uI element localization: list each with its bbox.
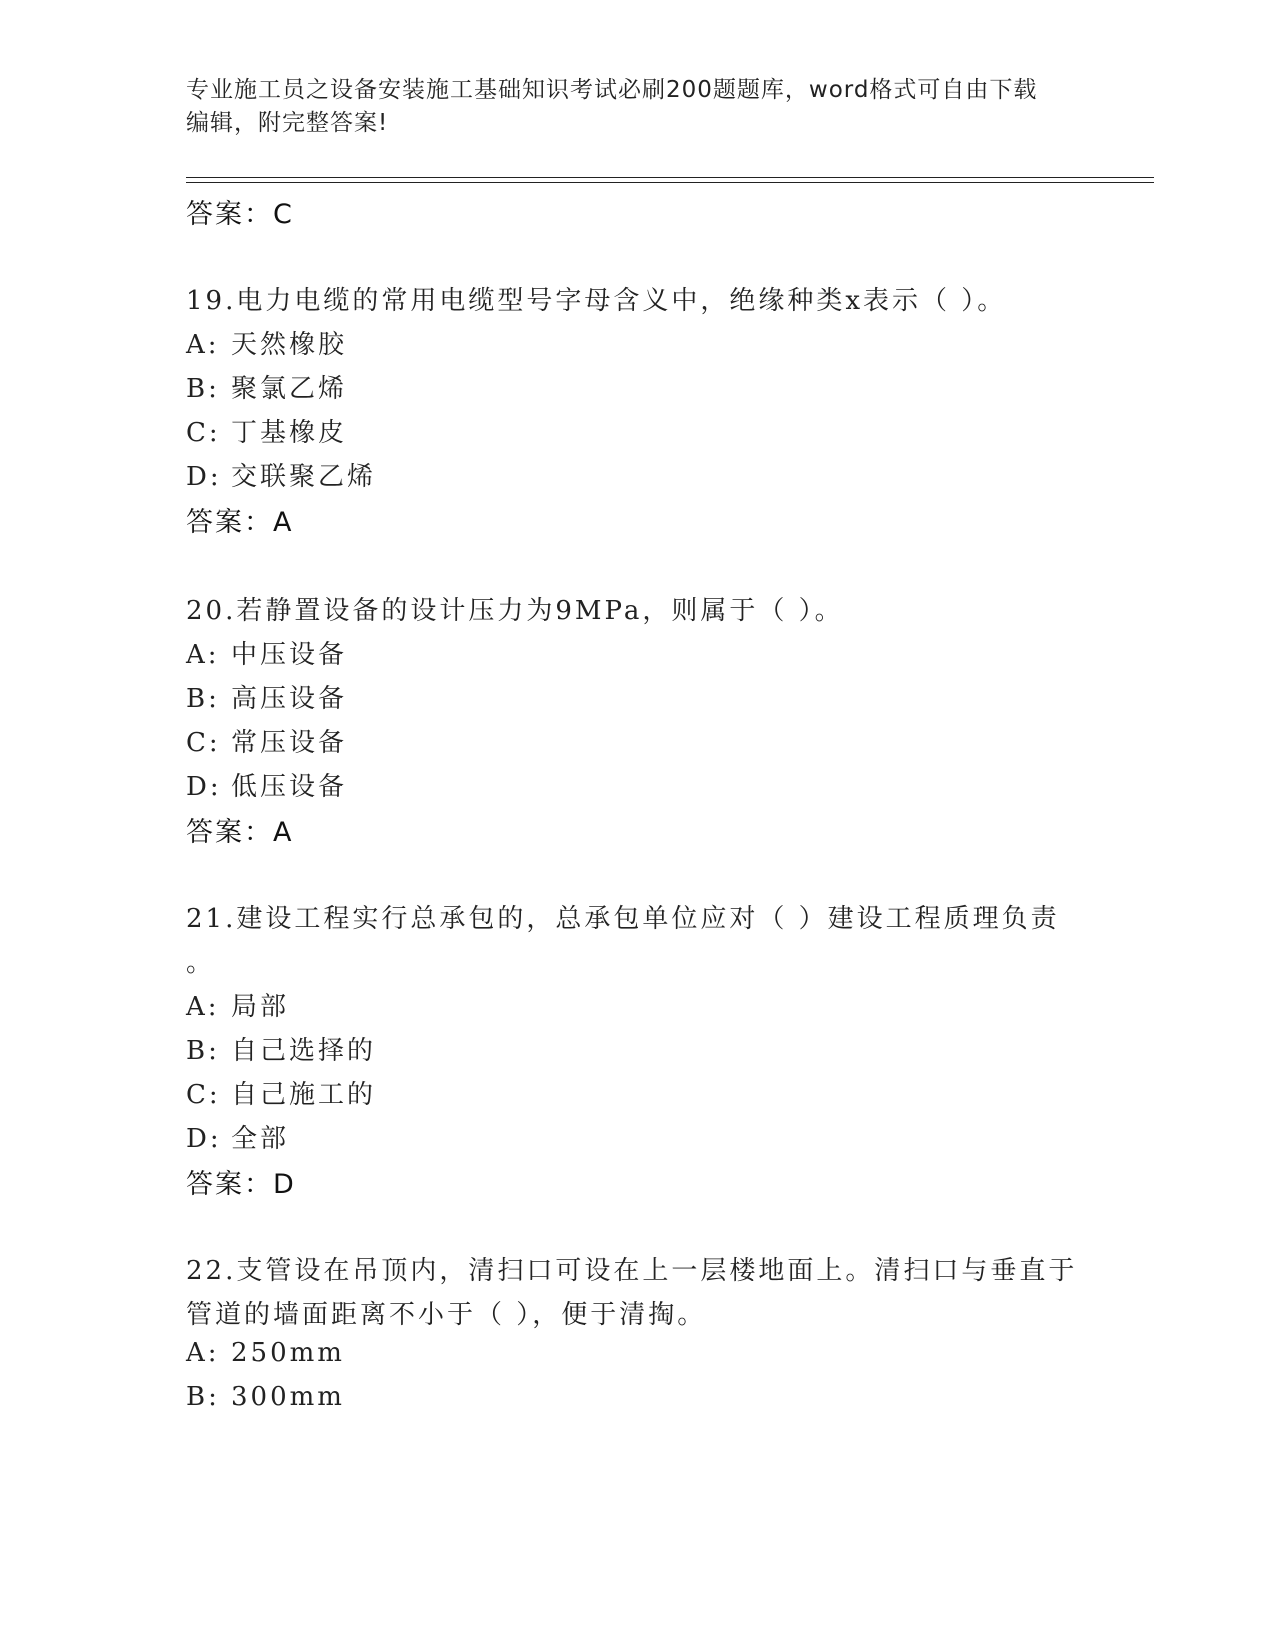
option-text: 丁基橡皮 xyxy=(231,418,348,448)
option-label: B: xyxy=(186,684,220,714)
question-22-option-a xyxy=(186,1338,345,1368)
header-line-1: 专业施工员之设备安装施工基础知识考试必刷200题题库，word格式可自由下载 xyxy=(186,77,1038,103)
option-label: D: xyxy=(186,772,222,802)
option-text: 天然橡胶 xyxy=(231,330,348,360)
option-text: 250mm xyxy=(231,1338,345,1368)
question-22-option-b xyxy=(186,1382,345,1412)
header-divider-top xyxy=(186,177,1154,178)
question-20-option-b xyxy=(186,678,347,715)
option-label: D: xyxy=(186,462,222,492)
option-text: 高压设备 xyxy=(231,684,348,714)
question-21-answer: 答案：D xyxy=(186,1169,296,1200)
question-19-option-d xyxy=(186,456,376,493)
question-21-stem-line-1: 21.建设工程实行总承包的，总承包单位应对（ ）建设工程质理负责 xyxy=(186,904,1060,934)
question-21-option-a xyxy=(186,986,289,1023)
option-label: D: xyxy=(186,1124,222,1154)
previous-answer: 答案：C xyxy=(186,199,294,230)
question-19-answer: 答案：A xyxy=(186,507,294,538)
header-divider-bottom xyxy=(186,182,1154,183)
option-text: 自己施工的 xyxy=(231,1080,377,1110)
question-19-option-b xyxy=(186,368,347,405)
question-21-stem-line-2: 。 xyxy=(186,948,216,978)
question-19-option-c xyxy=(186,412,347,449)
question-22-stem-line-2: 管道的墙面距离不小于（ ），便于清掏。 xyxy=(186,1300,707,1330)
option-label: C: xyxy=(186,418,221,448)
option-label: B: xyxy=(186,374,220,404)
option-label: A: xyxy=(186,1338,220,1368)
question-21-option-d xyxy=(186,1118,289,1155)
question-20-option-a xyxy=(186,634,347,671)
option-text: 低压设备 xyxy=(231,772,348,802)
question-21-option-c xyxy=(186,1074,376,1111)
option-text: 交联聚乙烯 xyxy=(231,462,377,492)
question-20-option-d xyxy=(186,766,347,803)
option-text: 常压设备 xyxy=(231,728,348,758)
option-label: C: xyxy=(186,728,221,758)
document-header xyxy=(186,74,1076,140)
option-text: 局部 xyxy=(231,992,290,1022)
option-text: 全部 xyxy=(231,1124,290,1154)
header-line-2: 编辑，附完整答案! xyxy=(186,110,389,136)
option-text: 自己选择的 xyxy=(231,1036,377,1066)
option-text: 中压设备 xyxy=(231,640,348,670)
option-text: 聚氯乙烯 xyxy=(231,374,348,404)
option-text: 300mm xyxy=(231,1382,345,1412)
question-19-stem: 19.电力电缆的常用电缆型号字母含义中，绝缘种类x表示（ ）。 xyxy=(186,286,1007,316)
question-21-option-b xyxy=(186,1030,376,1067)
option-label: A: xyxy=(186,640,220,670)
option-label: C: xyxy=(186,1080,221,1110)
question-19-option-a xyxy=(186,324,347,361)
question-22-stem-line-1: 22.支管设在吊顶内，清扫口可设在上一层楼地面上。清扫口与垂直于 xyxy=(186,1256,1078,1286)
option-label: B: xyxy=(186,1382,220,1412)
option-label: B: xyxy=(186,1036,220,1066)
question-20-stem: 20.若静置设备的设计压力为9MPa，则属于（ ）。 xyxy=(186,596,844,626)
option-label: A: xyxy=(186,330,220,360)
question-20-answer: 答案：A xyxy=(186,817,294,848)
option-label: A: xyxy=(186,992,220,1022)
question-20-option-c xyxy=(186,722,347,759)
